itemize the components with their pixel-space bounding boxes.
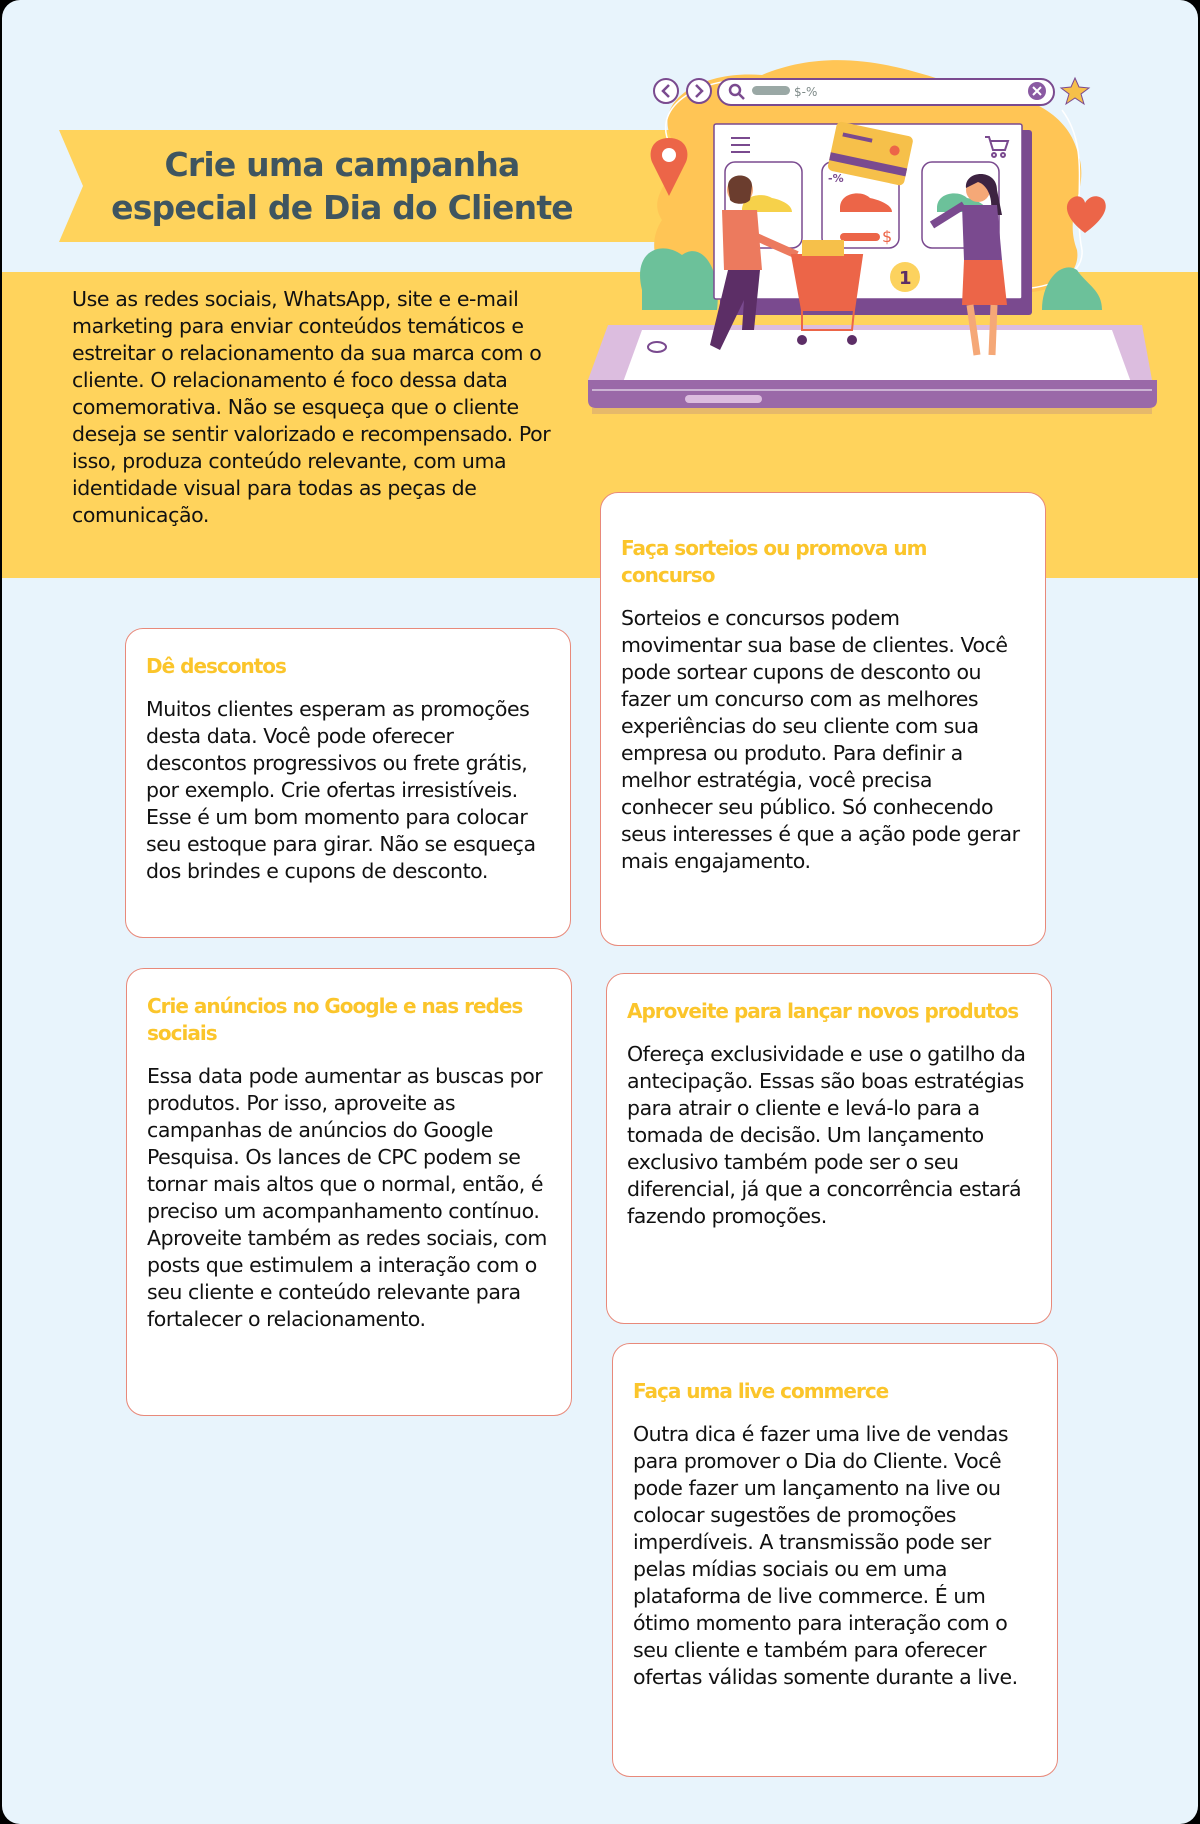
tip-card-giveaways — [600, 492, 1046, 946]
star-icon — [1061, 78, 1089, 104]
tip-card-ads — [126, 968, 572, 1416]
intro-text: Use as redes sociais, WhatsApp, site e e-mail marketing para enviar conteúdos temáticos e estreitar o relacionamento da sua marca com o cliente. O relacionamento é foco dessa data comemorativa. Não se esqueça que o cliente deseja se sentir valorizado e recompensado. Por isso, produza conteúdo relevante, com uma identidade visual para todas as peças de comunicação. — [72, 287, 551, 527]
card-body: Outra dica é fazer uma live de vendas para promover o Dia do Cliente. Você pode fazer um lançamento na live ou colocar sugestões de promoções imperdíveis. A transmissão pode ser pelas mídias sociais ou em uma plataforma de live commerce. É um ótimo momento para interação com o seu cliente e também para oferecer ofertas válidas somente durante a live. — [633, 1422, 1018, 1689]
svg-text:$: $ — [882, 227, 893, 246]
card-body: Sorteios e concursos podem movimentar sua base de clientes. Você pode sortear cupons de desconto ou fazer um concurso com as melhores experiências do seu cliente com sua empresa ou produto. Para definir a melhor estratégia, você precisa conhecer seu público. Só conhecendo seus interesses é que a ação pode gerar mais engajamento. — [621, 606, 1020, 873]
card-title: Crie anúncios no Google e nas redes sociais — [147, 994, 523, 1045]
card-body: Essa data pode aumentar as buscas por produtos. Por isso, aproveite as campanhas de anúncios do Google Pesquisa. Os lances de CPC podem se tornar mais altos que o normal, então, é preciso um acompanhamento contínuo. Aproveite também as redes sociais, com posts que estimulem a interação com o seu cliente e conteúdo relevante para fortalecer o relacionamento. — [147, 1064, 547, 1331]
svg-text:$-%: $-% — [794, 85, 818, 99]
heart-icon — [1067, 196, 1106, 233]
ecommerce-illustration — [582, 60, 1182, 430]
page-title: Crie uma campanha especial de Dia do Cliente — [111, 145, 573, 227]
card-title: Faça uma live commerce — [633, 1379, 889, 1403]
card-body: Ofereça exclusividade e use o gatilho da antecipação. Essas são boas estratégias para atrair o cliente e levá-lo para a tomada de decisão. Um lançamento exclusivo também pode ser o seu diferencial, já que a concorrência estará fazendo promoções. — [627, 1042, 1026, 1228]
card-title: Dê descontos — [146, 654, 286, 678]
tip-card-discounts — [125, 628, 571, 938]
card-title: Aproveite para lançar novos produtos — [627, 999, 1019, 1023]
tip-card-product-launch — [606, 973, 1052, 1324]
close-icon — [1028, 82, 1046, 100]
card-title: Faça sorteios ou promova um concurso — [621, 536, 927, 587]
card-body: Muitos clientes esperam as promoções desta data. Você pode oferecer descontos progressivos ou frete grátis, por exemplo. Crie ofertas irresistíveis. Esse é um bom momento para colocar seu estoque para girar. Não se esqueça dos brindes e cupons de desconto. — [146, 697, 536, 883]
svg-text:1: 1 — [899, 268, 912, 289]
infographic-page — [2, 0, 1198, 1824]
tip-card-live-commerce — [612, 1343, 1058, 1777]
back-button — [654, 79, 678, 103]
svg-text:-%: -% — [828, 172, 844, 185]
forward-button — [687, 79, 711, 103]
